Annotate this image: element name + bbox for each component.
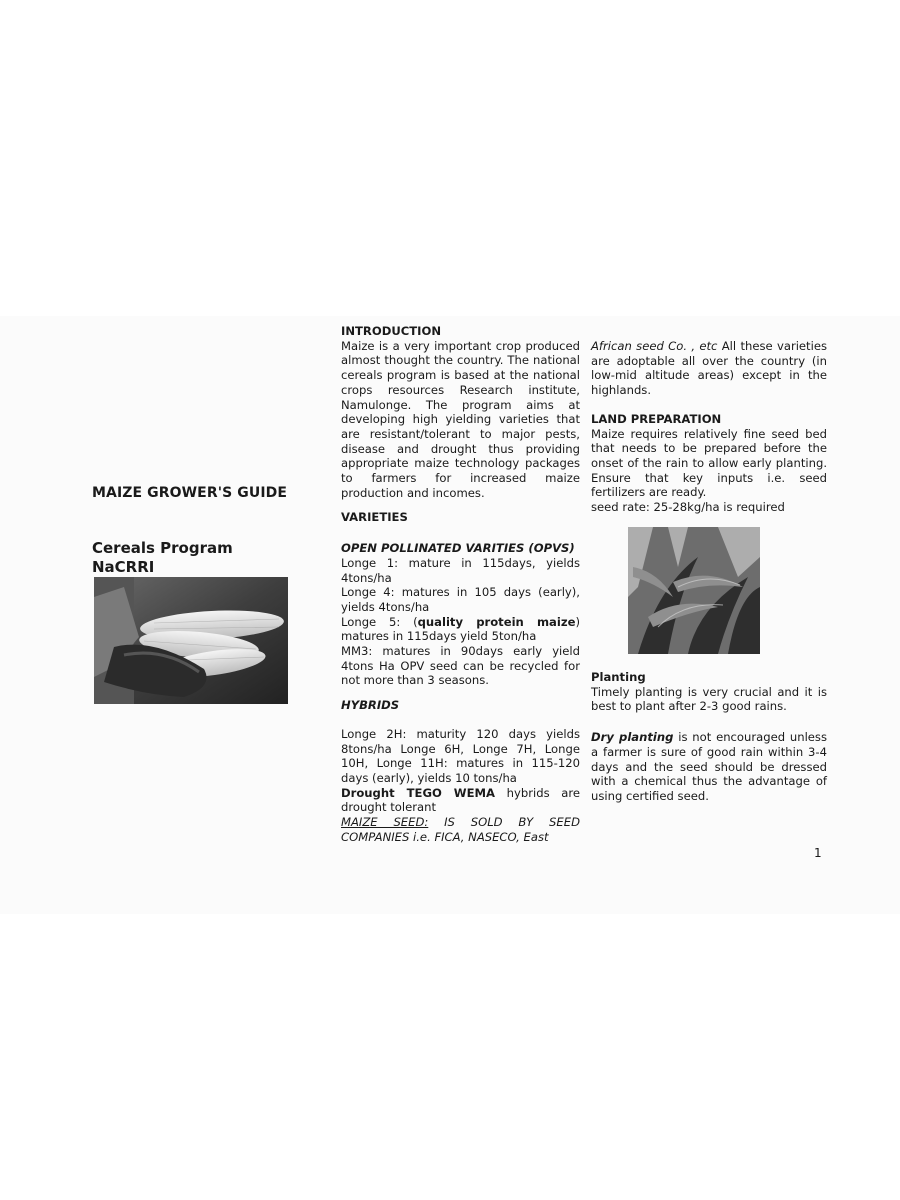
hybrids-body: Longe 2H: maturity 120 days yields 8tons/ha Longe 6H, Longe 7H, Longe 10H, Longe 11H: matures in 115-120 days (early), yields 10 tons/ha — [341, 726, 580, 785]
planting-section — [591, 670, 827, 804]
maize-seed-rest: IS SOLD BY SEED COMPANIES i.e. FICA, NASECO, East — [341, 815, 580, 844]
right-column — [591, 339, 827, 515]
dry-planting-rest: is not encouraged unless a farmer is sure of good rain within 3-4 days and the seed should be dressed with a chemical thus the advantage of using certified seed. — [591, 730, 828, 803]
dry-planting-text — [591, 730, 827, 804]
maize-cobs-photo — [94, 577, 288, 704]
land-preparation-body: Maize requires relatively fine seed bed that needs to be prepared before the onset of the rain to allow early planting. Ensure that key inputs i.e. seed fertilizers are ready. — [591, 426, 827, 500]
program-name — [92, 539, 233, 577]
dry-planting-bold: Dry planting — [591, 730, 674, 745]
longe5-pre: Longe 5: ( — [341, 614, 418, 629]
longe4-text: Longe 4: matures in 105 days (early), yields 4tons/ha — [341, 585, 580, 614]
program-line-1: Cereals Program — [92, 539, 233, 557]
longe1-text: Longe 1: mature in 115days, yields 4tons/ha — [341, 555, 580, 585]
drought-text — [341, 786, 580, 815]
longe5-bold: quality protein maize — [417, 614, 576, 629]
maize-plants-icon — [628, 527, 760, 654]
continuation-rest: All these varieties are adoptable all over the country (in low-mid altitude areas) except in the highlands. — [591, 339, 827, 398]
maize-plants-photo — [628, 527, 760, 654]
drought-bold: Drought TEGO WEMA — [341, 785, 496, 800]
maize-cobs-icon — [94, 577, 288, 704]
guide-title: MAIZE GROWER'S GUIDE — [92, 485, 288, 501]
longe5-text — [341, 615, 580, 644]
varieties-heading: VARIETIES — [341, 510, 408, 525]
continuation-italic: African seed Co. , etc — [591, 339, 718, 353]
planting-body: Timely planting is very crucial and it is best to plant after 2-3 good rains. — [591, 684, 827, 714]
hybrids-heading: HYBRIDS — [341, 698, 400, 713]
continuation-text — [591, 339, 827, 398]
introduction-heading: INTRODUCTION — [341, 324, 442, 338]
longe5-post: ) matures in 115days yield 5ton/ha — [341, 614, 580, 644]
middle-column — [341, 324, 580, 845]
introduction-body: Maize is a very important crop produced almost thought the country. The national cereals program is based at the national crops resources Research institute, Namulonge. The program aims at developing high yielding varieties that are resistant/tolerant to major pests, disease and drought thus providing appropriate maize technology packages to farmers for increased maize production and incomes. — [341, 338, 580, 500]
maize-seed-text — [341, 815, 580, 844]
opv-heading: OPEN POLLINATED VARITIES (OPVS) — [341, 541, 575, 556]
land-preparation-heading: LAND PREPARATION — [591, 411, 722, 426]
page-number: 1 — [814, 846, 822, 860]
drought-rest: hybrids are drought tolerant — [341, 785, 580, 815]
program-line-2: NaCRRI — [92, 558, 155, 576]
maize-seed-label: MAIZE SEED: — [341, 815, 429, 830]
mm3-text: MM3: matures in 90days early yield 4tons Ha OPV seed can be recycled for not more than 3 seasons. — [341, 644, 580, 688]
seed-rate-text: seed rate: 25-28kg/ha is required — [591, 500, 785, 515]
planting-heading: Planting — [591, 670, 646, 684]
